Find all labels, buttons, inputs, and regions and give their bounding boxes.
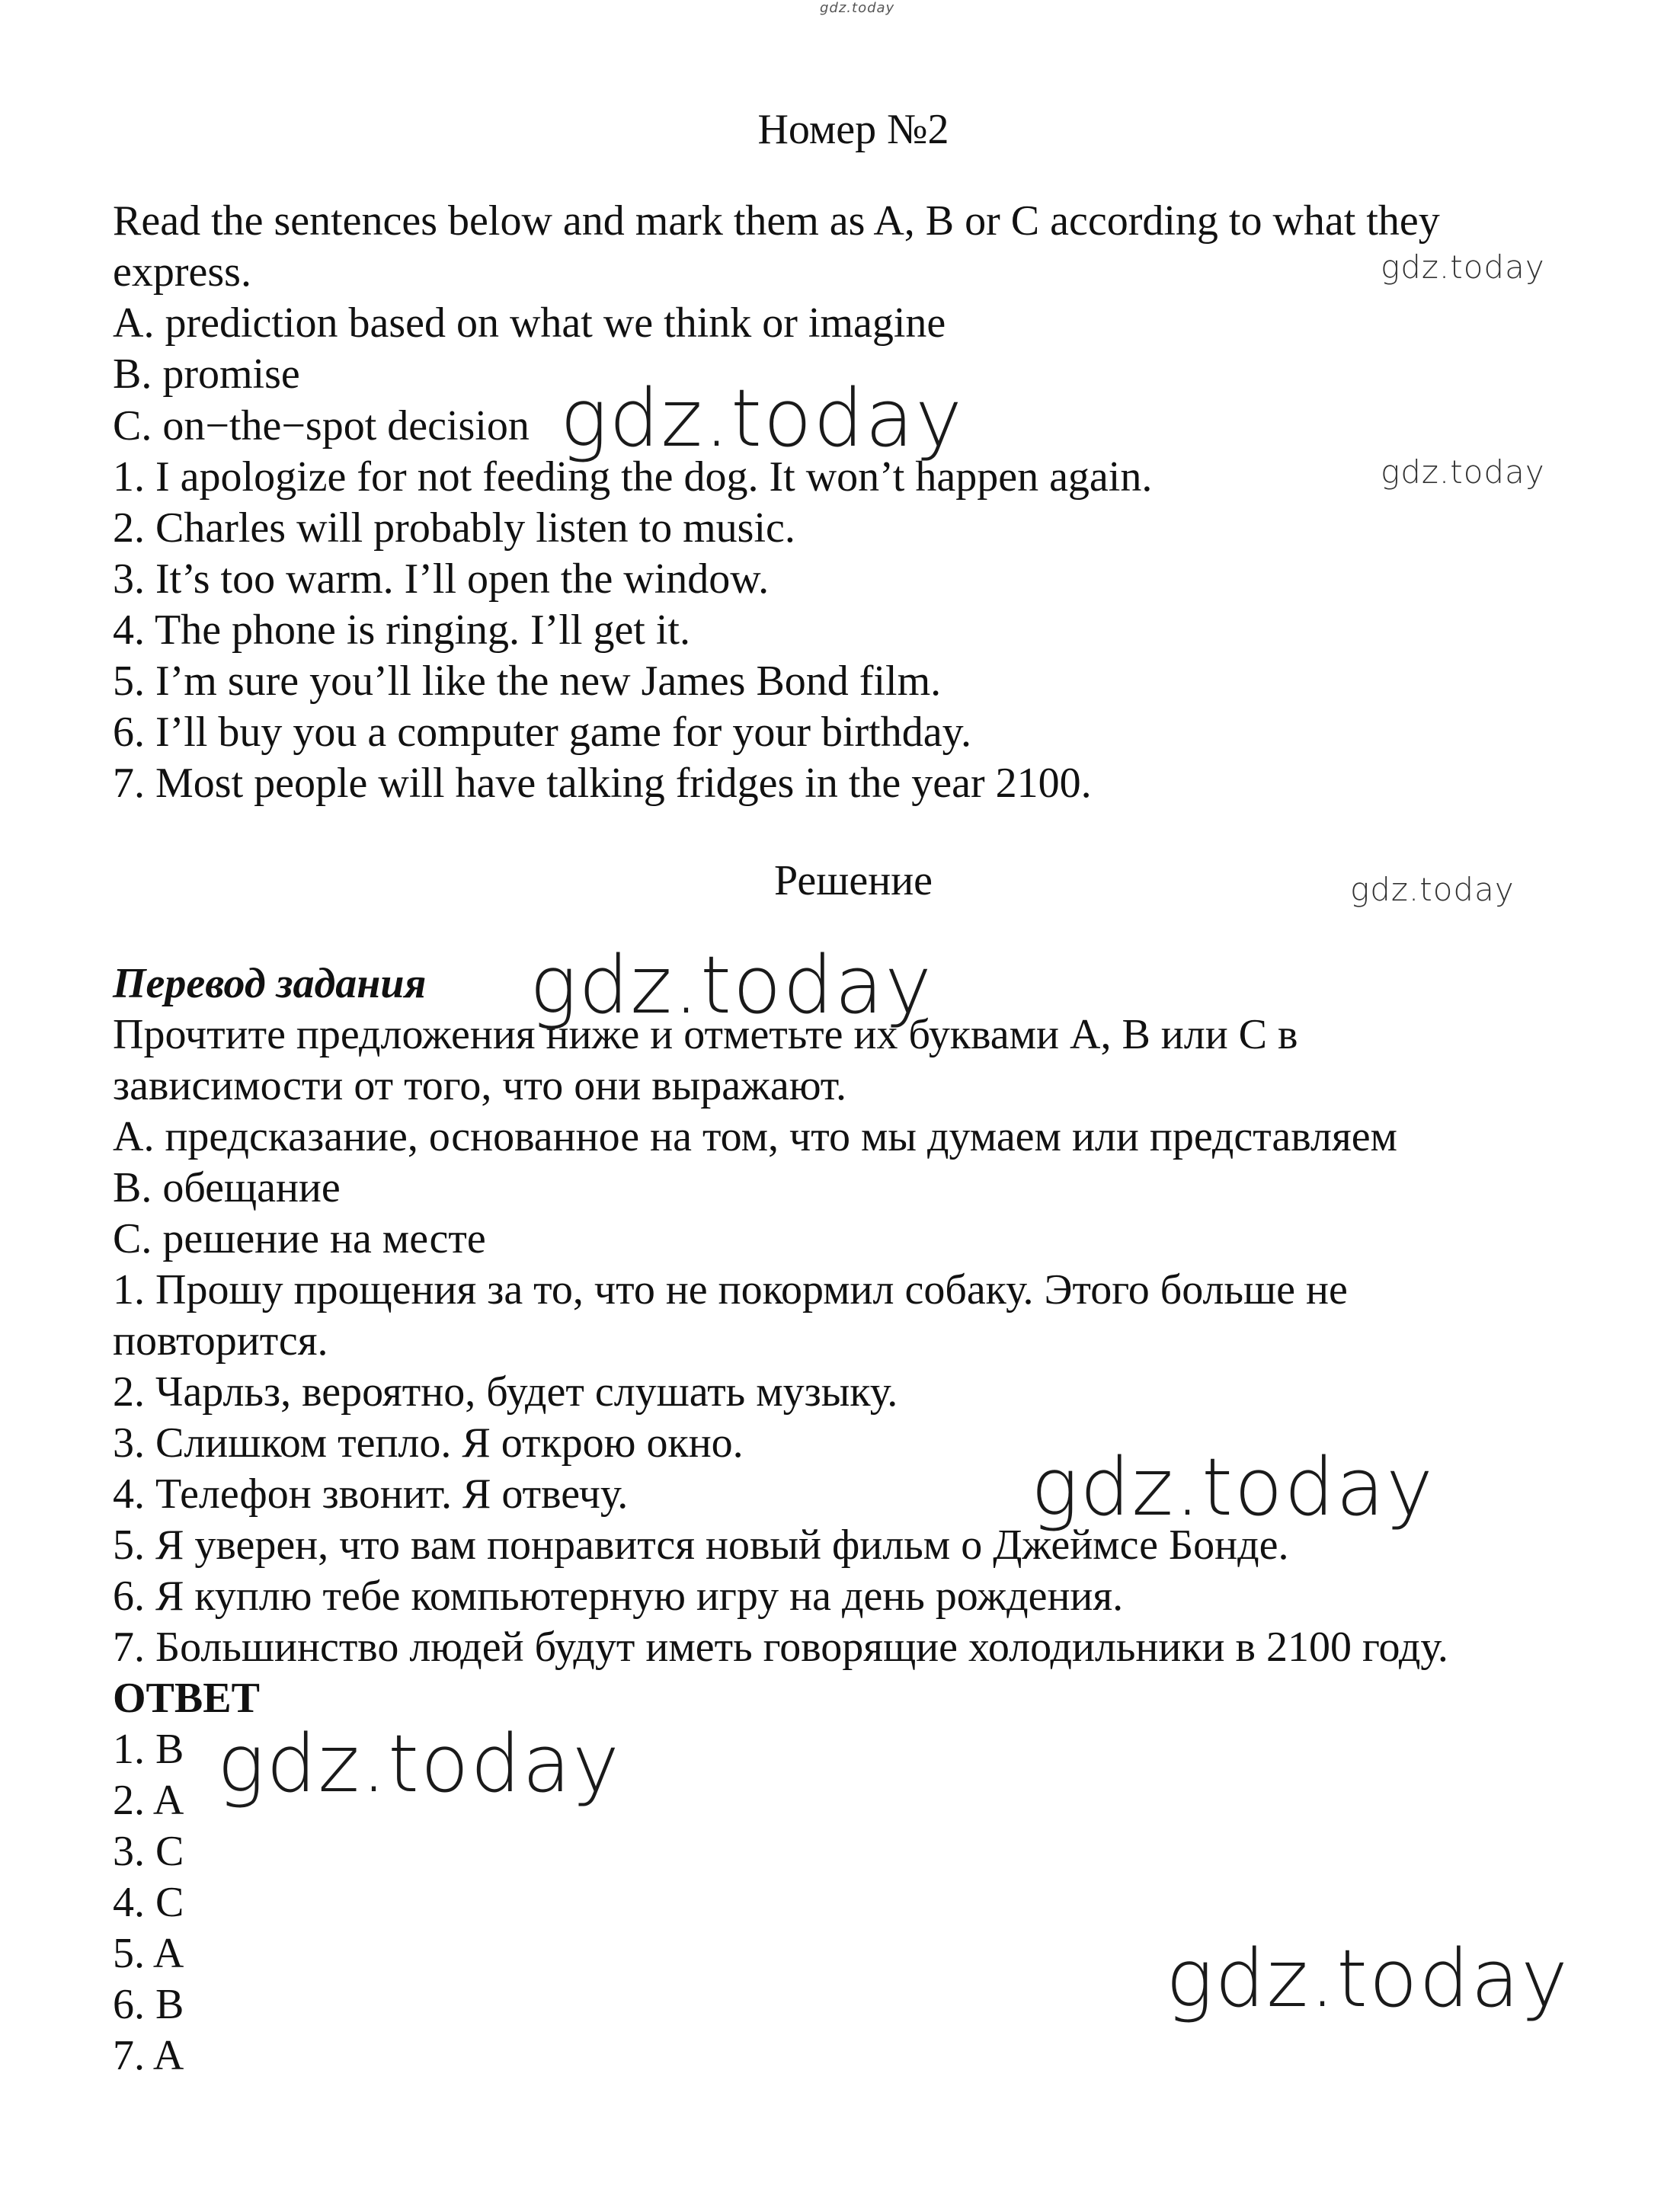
translation-sentence-4: 4. Телефон звонит. Я отвечу. [113, 1470, 629, 1518]
watermark-6: gdz.today [1031, 1441, 1435, 1534]
task-option-a: A. prediction based on what we think or imagine [113, 299, 946, 347]
answer-item-6: 6. B [113, 1981, 184, 2028]
translation-sentence-6: 6. Я куплю тебе компьютерную игру на день рождения. [113, 1573, 1124, 1620]
task-sentence-5: 5. I’m sure you’ll like the new James Bond film. [113, 658, 942, 705]
translation-heading: Перевод задания [113, 960, 427, 1007]
task-instruction-line1: Read the sentences below and mark them as A, B or C according to what they [113, 197, 1440, 245]
task-option-b: B. promise [113, 350, 300, 398]
task-sentence-3: 3. It’s too warm. I’ll open the window. [113, 555, 770, 603]
translation-option-b: B. обещание [113, 1164, 341, 1211]
translation-option-c: C. решение на месте [113, 1215, 486, 1262]
answer-item-7: 7. A [113, 2032, 184, 2079]
watermark-7: gdz.today [217, 1717, 621, 1810]
translation-sentence-2: 2. Чарльз, вероятно, будет слушать музыку. [113, 1368, 898, 1416]
task-sentence-7: 7. Most people will have talking fridges in the year 2100. [113, 760, 1092, 807]
watermark-2: gdz.today [560, 372, 964, 465]
watermark-8: gdz.today [1166, 1932, 1570, 2025]
translation-sentence-1-line1: 1. Прошу прощения за то, что не покормил собаку. Этого больше не [113, 1266, 1348, 1313]
translation-sentence-7: 7. Большинство людей будут иметь говорящие холодильники в 2100 году. [113, 1624, 1448, 1671]
page-title: Номер №2 [757, 106, 949, 153]
answer-item-2: 2. A [113, 1777, 184, 1824]
answer-item-1: 1. B [113, 1726, 184, 1773]
task-sentence-1: 1. I apologize for not feeding the dog. It won’t happen again. [113, 453, 1153, 501]
translation-sentence-1-line2: повторится. [113, 1317, 328, 1365]
translation-sentence-5: 5. Я уверен, что вам понравится новый фильм о Джеймсе Бонде. [113, 1521, 1289, 1569]
answer-heading: ОТВЕТ [113, 1675, 260, 1722]
solution-heading: Решение [773, 857, 933, 904]
task-instruction-line2: express. [113, 248, 251, 296]
watermark-top: gdz.today [820, 0, 895, 16]
translation-option-a: A. предсказание, основанное на том, что мы думаем или представляем [113, 1113, 1397, 1160]
task-sentence-4: 4. The phone is ringing. I’ll get it. [113, 606, 690, 654]
translation-sentence-3: 3. Слишком тепло. Я открою окно. [113, 1419, 744, 1467]
answer-item-3: 3. C [113, 1828, 184, 1875]
answer-item-5: 5. A [113, 1930, 184, 1977]
watermark-5: gdz.today [530, 939, 933, 1032]
task-sentence-2: 2. Charles will probably listen to music. [113, 504, 795, 552]
watermark-1: gdz.today [1381, 248, 1545, 286]
task-sentence-6: 6. I’ll buy you a computer game for your birthday. [113, 709, 971, 756]
translation-instruction-line2: зависимости от того, что они выражают. [113, 1062, 847, 1109]
task-option-c: C. on−the−spot decision [113, 402, 530, 450]
translation-instruction-line1: Прочтите предложения ниже и отметьте их буквами A, B или C в [113, 1011, 1298, 1058]
answer-item-4: 4. C [113, 1879, 184, 1926]
watermark-3: gdz.today [1381, 453, 1545, 491]
watermark-4: gdz.today [1350, 871, 1515, 908]
